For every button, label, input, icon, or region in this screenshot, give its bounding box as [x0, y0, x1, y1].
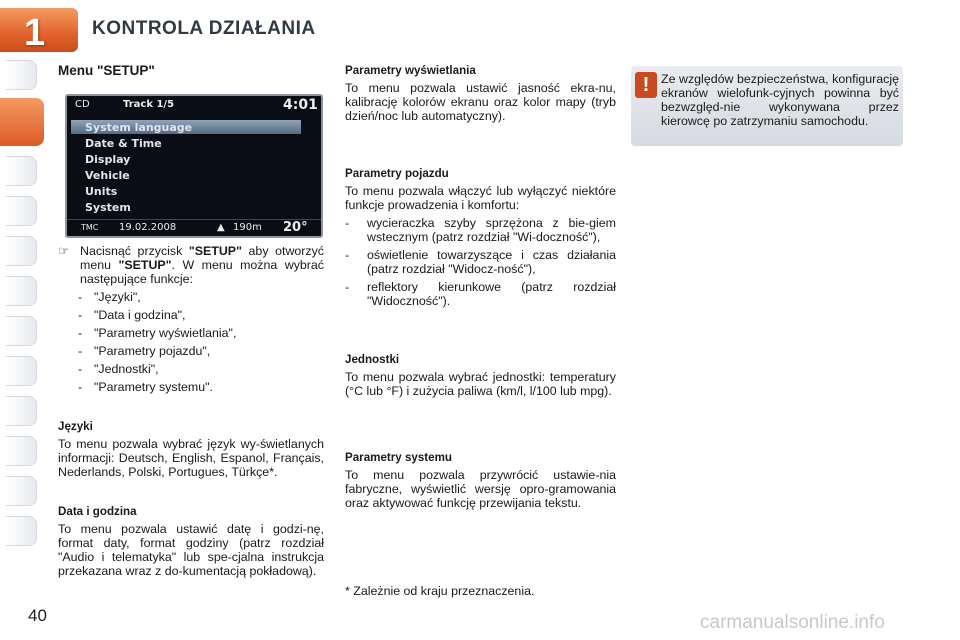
safety-warning-box	[631, 66, 903, 146]
intro-paragraph	[58, 244, 324, 286]
screen-bottom-bar	[67, 219, 321, 236]
footnote	[345, 584, 616, 598]
chapter-tab	[0, 8, 78, 52]
side-tab[interactable]	[6, 196, 37, 226]
side-tab[interactable]	[6, 396, 37, 426]
footnote-text: * Zależnie od kraju przeznaczenia.	[345, 584, 535, 598]
display-heading: Parametry wyświetlania	[345, 64, 476, 77]
function-list	[58, 290, 324, 394]
side-tab-active[interactable]	[0, 98, 44, 146]
list-item: - "Języki",	[78, 290, 141, 304]
watermark: carmanualsonline.info	[700, 612, 885, 633]
list-item: - wycieraczka szyby sprzężona z bie-giem wstecznym (patrz rozdział "Wi-doczność"),	[345, 216, 616, 244]
page-header	[0, 0, 960, 52]
list-item: - "Data i godzina",	[78, 308, 186, 322]
units-text: To menu pozwala wybrać jednostki: temperatury (°C lub °F) i zużycia paliwa (km/l, l/100 lub mpg).	[345, 370, 616, 398]
side-tab[interactable]	[6, 516, 37, 546]
languages-heading: Języki	[58, 420, 93, 433]
list-item: - oświetlenie towarzyszące i czas działania (patrz rozdział "Widocz-ność"),	[345, 248, 616, 276]
screen-menu-item: System	[85, 201, 131, 214]
date-time-heading: Data i godzina	[58, 505, 137, 518]
altitude-icon: ▲	[217, 222, 225, 233]
side-tab[interactable]	[6, 436, 37, 466]
screen-menu-item: Date & Time	[85, 137, 162, 150]
list-item: - "Jednostki",	[78, 362, 159, 376]
side-tab[interactable]	[6, 236, 37, 266]
setup-menu-label: "SETUP"	[118, 258, 172, 272]
vehicle-text: To menu pozwala włączyć lub wyłączyć niektóre funkcje prowadzenia i komfortu:	[345, 184, 616, 212]
vehicle-list	[345, 216, 616, 308]
pointer-icon: ☞	[58, 244, 70, 258]
cd-label: CD	[75, 99, 90, 110]
side-tab[interactable]	[6, 156, 37, 186]
intro-text: aby otworzyć menu	[80, 244, 324, 272]
date-time-section	[58, 505, 324, 578]
side-tab[interactable]	[6, 276, 37, 306]
display-text: To menu pozwala ustawić jasność ekra-nu, kalibrację kolorów ekranu oraz kolor mapy (tryb dzień/noc lub automatyczny).	[345, 81, 616, 123]
screen-top-bar	[67, 96, 321, 112]
chapter-title: KONTROLA DZIAŁANIA	[92, 18, 316, 39]
clock-label: 4:01	[283, 97, 318, 113]
list-item: - reflektory kierunkowe (patrz rozdział "Widoczność").	[345, 280, 616, 308]
list-item: - "Parametry pojazdu",	[78, 344, 211, 358]
side-tab[interactable]	[6, 476, 37, 506]
screen-menu-item: Display	[85, 153, 131, 166]
left-column	[58, 64, 324, 78]
section-title: Menu "SETUP"	[58, 63, 155, 78]
languages-section	[58, 420, 324, 479]
chapter-number: 1	[24, 12, 46, 54]
system-text: To menu pozwala przywrócić ustawie-nia fabryczne, wyświetlić wersję opro-gramowania oraz aktywować funkcję przewijania tekstu.	[345, 468, 616, 510]
intro-block	[58, 244, 324, 394]
setup-screen-image	[65, 94, 323, 238]
system-section	[345, 451, 616, 510]
screen-menu-item: Units	[85, 185, 118, 198]
intro-text: . W menu można wybrać następujące funkcje:	[80, 258, 324, 286]
units-heading: Jednostki	[345, 353, 400, 366]
date-label: 19.02.2008	[119, 222, 177, 233]
track-label: Track 1/5	[123, 99, 175, 110]
page-number: 40	[28, 606, 47, 625]
list-item: - "Parametry systemu".	[78, 380, 213, 394]
vehicle-section	[345, 167, 616, 308]
side-tab[interactable]	[6, 316, 37, 346]
tmc-label: TMC	[81, 223, 99, 232]
languages-text: To menu pozwala wybrać język wy-świetlanych informacji: Deutsch, English, Espanol, Français, Nederlands, Polski, Portugues, Türkçe*.	[58, 437, 324, 479]
system-heading: Parametry systemu	[345, 451, 452, 464]
warning-text: Ze względów bezpieczeństwa, konfigurację ekranów wielofunk-cyjnych powinna być bezwzględ-nie wykonywana przez kierowcę po zatrzymaniu samochodu.	[661, 72, 899, 128]
screen-menu-item: Vehicle	[85, 169, 130, 182]
side-tab[interactable]	[6, 356, 37, 386]
display-section	[345, 64, 616, 123]
temperature-label: 20°	[283, 220, 308, 235]
intro-text: Nacisnąć przycisk	[80, 244, 189, 258]
side-tab-strip	[0, 60, 40, 580]
units-section	[345, 353, 616, 398]
vehicle-heading: Parametry pojazdu	[345, 167, 449, 180]
side-tab[interactable]	[6, 60, 37, 90]
setup-key-label: "SETUP"	[188, 244, 242, 258]
date-time-text: To menu pozwala ustawić datę i godzi-nę, format daty, format godziny (patrz rozdział "Audio i telematyka" lub spe-cjalna instrukcja przekazana wraz z do-kumentacją pokładową).	[58, 522, 324, 578]
warning-exclamation-icon: !	[635, 72, 657, 98]
screen-menu-item: System language	[85, 121, 193, 134]
altitude-label: 190m	[233, 222, 262, 233]
list-item: - "Parametry wyświetlania",	[78, 326, 237, 340]
